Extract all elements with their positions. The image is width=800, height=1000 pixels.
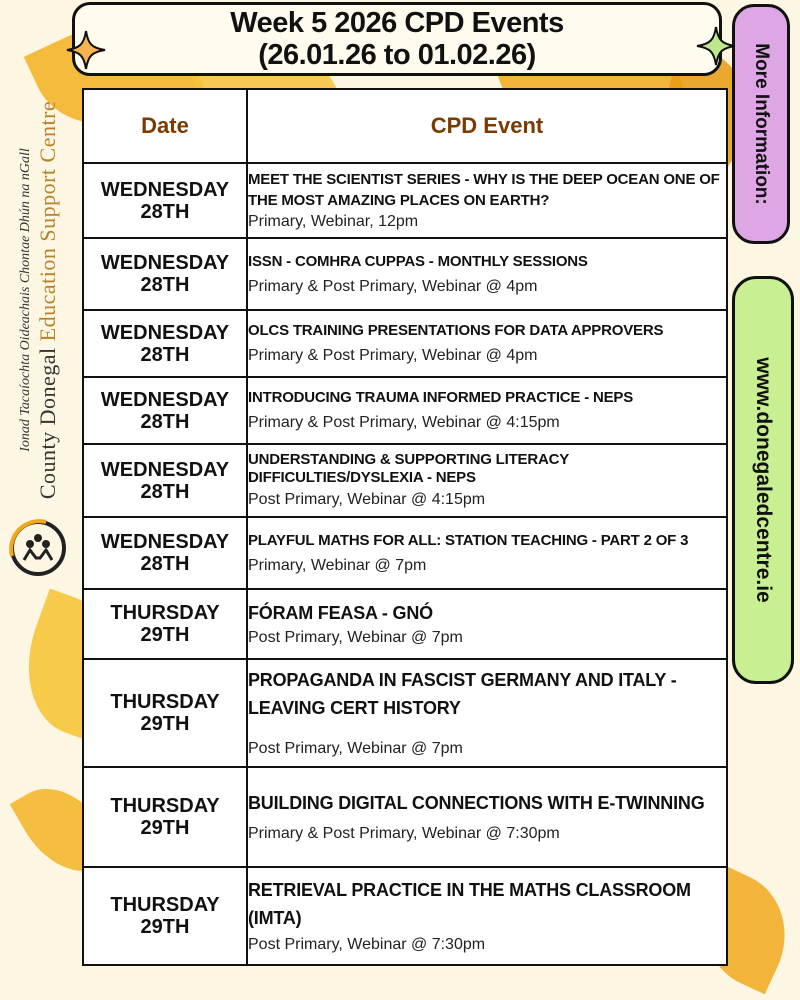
event-details: [247, 517, 727, 589]
event-date: WEDNESDAY 28TH: [83, 377, 247, 444]
table-row: [83, 867, 727, 965]
event-title[interactable]: OLCS TRAINING PRESENTATIONS FOR DATA APPROVERS: [248, 322, 664, 339]
event-title[interactable]: MEET THE SCIENTIST SERIES - WHY IS THE DEEP OCEAN ONE OF THE MOST AMAZING PLACES ON EARTH?: [248, 170, 720, 209]
event-date: THURSDAY 29TH: [83, 589, 247, 659]
event-meta: Primary, Webinar, 12pm: [248, 212, 419, 230]
table-row: [83, 589, 727, 659]
event-meta: Primary & Post Primary, Webinar @ 4pm: [248, 347, 538, 364]
event-details: [247, 377, 727, 444]
event-date: WEDNESDAY 28TH: [83, 163, 247, 238]
organisation-name-vertical: [8, 0, 70, 600]
page-title-line-2: (26.01.26 to 01.02.26): [258, 39, 536, 71]
table-row: [83, 659, 727, 767]
event-meta: Primary, Webinar @ 7pm: [248, 556, 427, 574]
event-date: WEDNESDAY 28TH: [83, 444, 247, 517]
organisation-english-name: County Donegal Education Support Centre: [35, 100, 60, 500]
event-date: WEDNESDAY 28TH: [83, 517, 247, 589]
sparkle-star-icon: [66, 30, 106, 70]
page-title-line-1: Week 5 2026 CPD Events: [230, 7, 564, 39]
event-title[interactable]: BUILDING DIGITAL CONNECTIONS WITH E-TWINNING: [248, 793, 705, 813]
event-details: [247, 444, 727, 517]
event-meta: Primary & Post Primary, Webinar @ 4:15pm: [248, 414, 560, 431]
event-details: [247, 310, 727, 377]
event-meta: Post Primary, Webinar @ 4:15pm: [248, 490, 486, 508]
event-date: WEDNESDAY 28TH: [83, 238, 247, 310]
event-meta: Primary & Post Primary, Webinar @ 7:30pm: [248, 825, 560, 842]
more-information-label: More Information:: [732, 4, 790, 244]
event-details: [247, 867, 727, 965]
sparkle-star-icon: [696, 26, 736, 66]
table-row: [83, 238, 727, 310]
event-date: THURSDAY 29TH: [83, 659, 247, 767]
table-row: [83, 310, 727, 377]
table-row: [83, 163, 727, 238]
event-title[interactable]: PROPAGANDA IN FASCIST GERMANY AND ITALY - LEAVING CERT HISTORY: [248, 670, 677, 718]
table-row: [83, 444, 727, 517]
event-details: [247, 767, 727, 867]
event-meta: Post Primary, Webinar @ 7pm: [248, 740, 463, 757]
event-details: [247, 659, 727, 767]
event-meta: Post Primary, Webinar @ 7pm: [248, 629, 463, 646]
event-title[interactable]: PLAYFUL MATHS FOR ALL: STATION TEACHING - PART 2 OF 3: [248, 531, 689, 549]
event-details: [247, 163, 727, 238]
event-meta: Post Primary, Webinar @ 7:30pm: [248, 936, 486, 953]
event-date: THURSDAY 29TH: [83, 867, 247, 965]
table-row: [83, 517, 727, 589]
centre-logo-icon: [6, 516, 70, 580]
event-details: [247, 238, 727, 310]
event-date: WEDNESDAY 28TH: [83, 310, 247, 377]
event-title[interactable]: ISSN - COMHRA CUPPAS - MONTHLY SESSIONS: [248, 252, 588, 270]
page-title: [72, 2, 722, 76]
organisation-irish-name: Ionad Tacaíochta Oideachais Chontae Dhún na nGall: [18, 148, 33, 452]
cpd-events-table: [82, 88, 728, 966]
event-title[interactable]: RETRIEVAL PRACTICE IN THE MATHS CLASSROOM (IMTA): [248, 880, 691, 928]
event-meta: Primary & Post Primary, Webinar @ 4pm: [248, 277, 538, 295]
table-header-row: [83, 89, 727, 163]
event-title[interactable]: INTRODUCING TRAUMA INFORMED PRACTICE - NEPS: [248, 389, 634, 406]
table-row: [83, 767, 727, 867]
event-details: [247, 589, 727, 659]
table-row: [83, 377, 727, 444]
event-date: THURSDAY 29TH: [83, 767, 247, 867]
event-column-header: CPD Event: [247, 89, 727, 163]
date-column-header: Date: [83, 89, 247, 163]
website-link[interactable]: www.donegaledcentre.ie: [732, 276, 794, 684]
event-title[interactable]: UNDERSTANDING & SUPPORTING LITERACY DIFFICULTIES/DYSLEXIA - NEPS: [248, 450, 569, 486]
event-title[interactable]: FÓRAM FEASA - GNÓ: [248, 603, 433, 623]
